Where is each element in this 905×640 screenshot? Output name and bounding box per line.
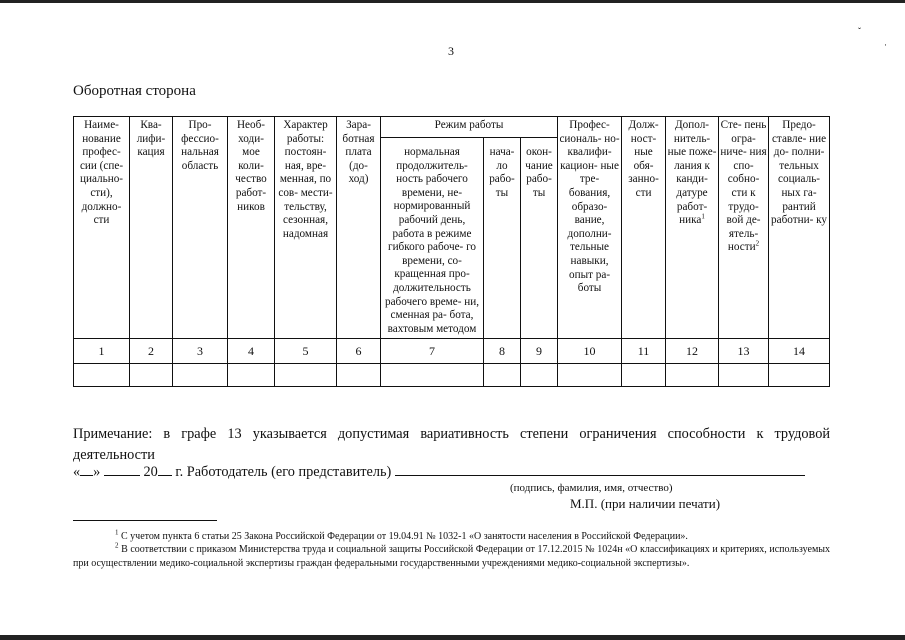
year-prefix: 20 bbox=[143, 464, 158, 480]
scan-edge-bottom bbox=[0, 635, 905, 640]
header-start-time: нача- ло рабо- ты bbox=[484, 138, 521, 339]
header-work-nature: Характер работы: постоян- ная, вре- менная, по сов- мести- тельству, сезонная, надомная bbox=[275, 117, 337, 339]
signature-blank[interactable] bbox=[395, 463, 805, 476]
header-duties: Долж- ност- ные обя- занно- сти bbox=[622, 117, 666, 339]
column-number: 8 bbox=[484, 339, 521, 364]
header-work-mode: Режим работы bbox=[381, 117, 558, 138]
footnote-text: В соответствии с приказом Министерства труда и социальной защиты Российской Федерации от 17.12.2015 № 1024н «О классификациях и критериях, используемых при осуществлении медико-социальной экспертизы граждан федеральными государственными учреждениями медико-социальной экспертизы». bbox=[73, 544, 831, 569]
table-cell[interactable] bbox=[484, 364, 521, 387]
footnote-divider bbox=[73, 520, 217, 521]
scan-speck: ˇ bbox=[858, 26, 861, 36]
column-number: 13 bbox=[719, 339, 769, 364]
footnote-1 bbox=[73, 530, 830, 544]
year-unit: г. bbox=[175, 464, 184, 480]
table-cell[interactable] bbox=[769, 364, 830, 387]
column-number: 7 bbox=[381, 339, 484, 364]
signature-caption: (подпись, фамилия, имя, отчество) bbox=[510, 482, 673, 494]
column-number: 4 bbox=[228, 339, 275, 364]
header-prof-requirements: Профес- сиональ- но- квалифи- кацион- ные тре- бования, образо- вание, дополни- тельные навыки, опыт ра- боты bbox=[558, 117, 622, 339]
table-cell[interactable] bbox=[622, 364, 666, 387]
column-number: 3 bbox=[173, 339, 228, 364]
footnote-ref: 2 bbox=[755, 239, 760, 248]
day-blank[interactable] bbox=[80, 463, 93, 476]
header-normal-hours: нормальная продолжитель- ность рабочего времени, не- нормированный рабочий день, работа в режиме гибкого рабоче- го времени, со- кращенная про- должительность рабочего време- ни, сменная ра- бота, вахтовым методом bbox=[381, 138, 484, 339]
table-cell[interactable] bbox=[666, 364, 719, 387]
table-cell[interactable] bbox=[381, 364, 484, 387]
header-limitation-text: Сте- пень огра- ниче- ния спо- собно- сти к трудо- вой де- ятель- ности bbox=[720, 119, 767, 254]
column-number: 5 bbox=[275, 339, 337, 364]
table-cell[interactable] bbox=[173, 364, 228, 387]
header-row bbox=[74, 117, 830, 138]
table-cell[interactable] bbox=[719, 364, 769, 387]
header-extra-wishes bbox=[666, 117, 719, 339]
scan-speck: · bbox=[884, 40, 887, 50]
note-text: Примечание: в графе 13 указывается допустимая вариативность степени ограничения способности к трудовой деятельности bbox=[73, 426, 830, 463]
column-number: 12 bbox=[666, 339, 719, 364]
table-cell[interactable] bbox=[228, 364, 275, 387]
column-number: 6 bbox=[337, 339, 381, 364]
employer-label: Работодатель (его представитель) bbox=[186, 464, 392, 480]
table-cell[interactable] bbox=[74, 364, 130, 387]
footnote-text: С учетом пункта 6 статьи 25 Закона Российской Федерации от 19.04.91 № 1032-1 «О занятости населения в Российской Федерации». bbox=[121, 531, 688, 542]
column-number: 10 bbox=[558, 339, 622, 364]
header-end-time: окон- чание рабо- ты bbox=[521, 138, 558, 339]
vacancy-table bbox=[73, 116, 830, 387]
table-cell[interactable] bbox=[521, 364, 558, 387]
header-required-count: Необ- ходи- мое коли- чество работ- ников bbox=[228, 117, 275, 339]
header-guarantees: Предо- ставле- ние до- полни- тельных социаль- ных га- рантий работни- ку bbox=[769, 117, 830, 339]
year-blank[interactable] bbox=[158, 463, 172, 476]
header-limitation bbox=[719, 117, 769, 339]
header-extra-wishes-text: Допол- нитель- ные поже- лания к канди- датуре работ- ника bbox=[667, 119, 717, 227]
table-cell[interactable] bbox=[558, 364, 622, 387]
table-cell[interactable] bbox=[130, 364, 173, 387]
header-salary: Зара- ботная плата (до- ход) bbox=[337, 117, 381, 339]
header-prof-area: Про- фессио- нальная область bbox=[173, 117, 228, 339]
footnote-mark: 1 bbox=[115, 528, 119, 537]
date-quote-close: » bbox=[93, 464, 101, 480]
stamp-label: М.П. (при наличии печати) bbox=[570, 496, 721, 511]
page-title: Оборотная сторона bbox=[73, 83, 196, 99]
footnote-ref: 1 bbox=[701, 212, 705, 221]
column-number: 2 bbox=[130, 339, 173, 364]
table-cell[interactable] bbox=[275, 364, 337, 387]
header-profession: Наиме- нование профес- сии (спе- циально- сти), должно- сти bbox=[74, 117, 130, 339]
page-number: 3 bbox=[448, 44, 454, 58]
column-number: 11 bbox=[622, 339, 666, 364]
column-number: 14 bbox=[769, 339, 830, 364]
scan-edge-top bbox=[0, 0, 905, 3]
signature-line bbox=[73, 463, 805, 481]
header-qualification: Ква- лифи- кация bbox=[130, 117, 173, 339]
footnote-2 bbox=[73, 543, 830, 570]
column-number: 1 bbox=[74, 339, 130, 364]
footnote-mark: 2 bbox=[115, 541, 119, 550]
column-number: 9 bbox=[521, 339, 558, 364]
data-entry-row bbox=[74, 364, 830, 387]
column-numbers-row bbox=[74, 339, 830, 364]
table-cell[interactable] bbox=[337, 364, 381, 387]
date-quote-open: « bbox=[73, 464, 81, 480]
month-blank[interactable] bbox=[104, 463, 140, 476]
